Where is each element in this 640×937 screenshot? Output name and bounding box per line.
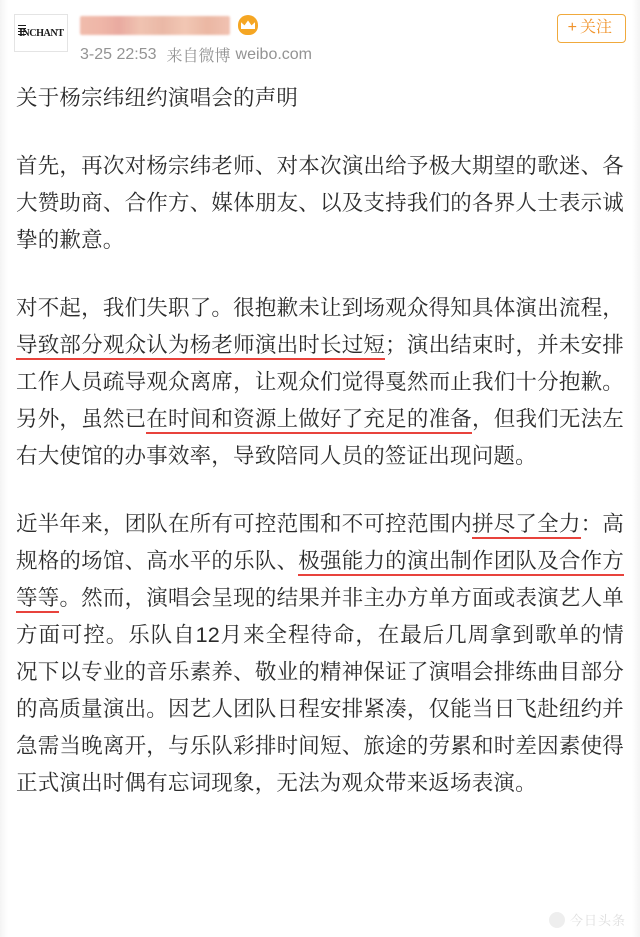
header-main	[68, 10, 557, 66]
post-from-label: 来自微博	[166, 48, 231, 65]
highlighted-text: 在时间和资源上做好了充足的准备	[146, 407, 472, 434]
text-run: 对不起，我们失职了。很抱歉未让到场观众得知具体演出流程，	[16, 296, 624, 320]
text-run: 关于杨宗纬纽约演唱会的声明	[16, 86, 299, 110]
watermark-text: 今日头条	[569, 913, 626, 928]
avatar[interactable]	[14, 14, 68, 52]
paragraph-effort	[16, 506, 624, 802]
text-run: 近半年来，团队在所有可控范围和不可控范围内	[16, 512, 472, 536]
follow-button-label: 关注	[579, 19, 612, 36]
watermark-icon	[549, 912, 565, 928]
post-content	[0, 62, 640, 802]
highlighted-text: 导致部分观众认为杨老师演出时长过短	[16, 333, 385, 360]
text-run: 首先，再次对杨宗纬老师、对本次演出给予极大期望的歌迷、各大赞助商、合作方、媒体朋友、以及支持我们的各界人士表示诚挚的歉意。	[16, 154, 624, 252]
username-redacted[interactable]	[80, 16, 230, 35]
text-run: ：高规格的场馆、高水平的乐队、	[16, 512, 624, 573]
post-header	[0, 0, 640, 65]
highlighted-text: 拼尽了全力	[472, 512, 581, 539]
text-run: 。然而，演唱会呈现的结果并非主办方单方面或表演艺人单方面可控。乐队自12月来全程待命，在最后几周拿到歌单的情况下以专业的音乐素养、敬业的精神保证了演唱会排练曲目部分的高质量演出。因艺人团队日程安排紧凑，仅能当日飞赴纽约并急需当晚离开，与乐队彩排时间短、旅途的劳累和时差因素使得正式演出时偶有忘词现象，无法为观众带来返场表演。	[16, 586, 625, 795]
vip-crown-icon[interactable]	[238, 15, 258, 35]
text-run: ，但我们无法左右大使馆的办事效率，导致陪同人员的签证出现问题。	[16, 407, 624, 468]
post-timestamp: 3-25 22:53	[80, 45, 157, 63]
plus-icon: +	[567, 19, 577, 36]
paragraph-title	[16, 80, 624, 117]
post-source-link[interactable]: weibo.com	[235, 45, 313, 63]
paragraph-explain	[16, 290, 624, 475]
paragraph-apology	[16, 148, 624, 259]
highlighted-text: 极强能力的演出制作团队及合作方等等	[16, 549, 624, 613]
text-run: ；演出结束时，并未安排工作人员疏导观众离席，让观众们觉得戛然而止我们十分抱歉。另外，虽然已	[16, 333, 625, 431]
watermark	[549, 910, 626, 929]
username-row	[80, 12, 557, 38]
avatar-brand-text: INCHANT	[18, 27, 64, 39]
follow-button[interactable]	[557, 14, 626, 43]
post-meta	[80, 43, 557, 66]
